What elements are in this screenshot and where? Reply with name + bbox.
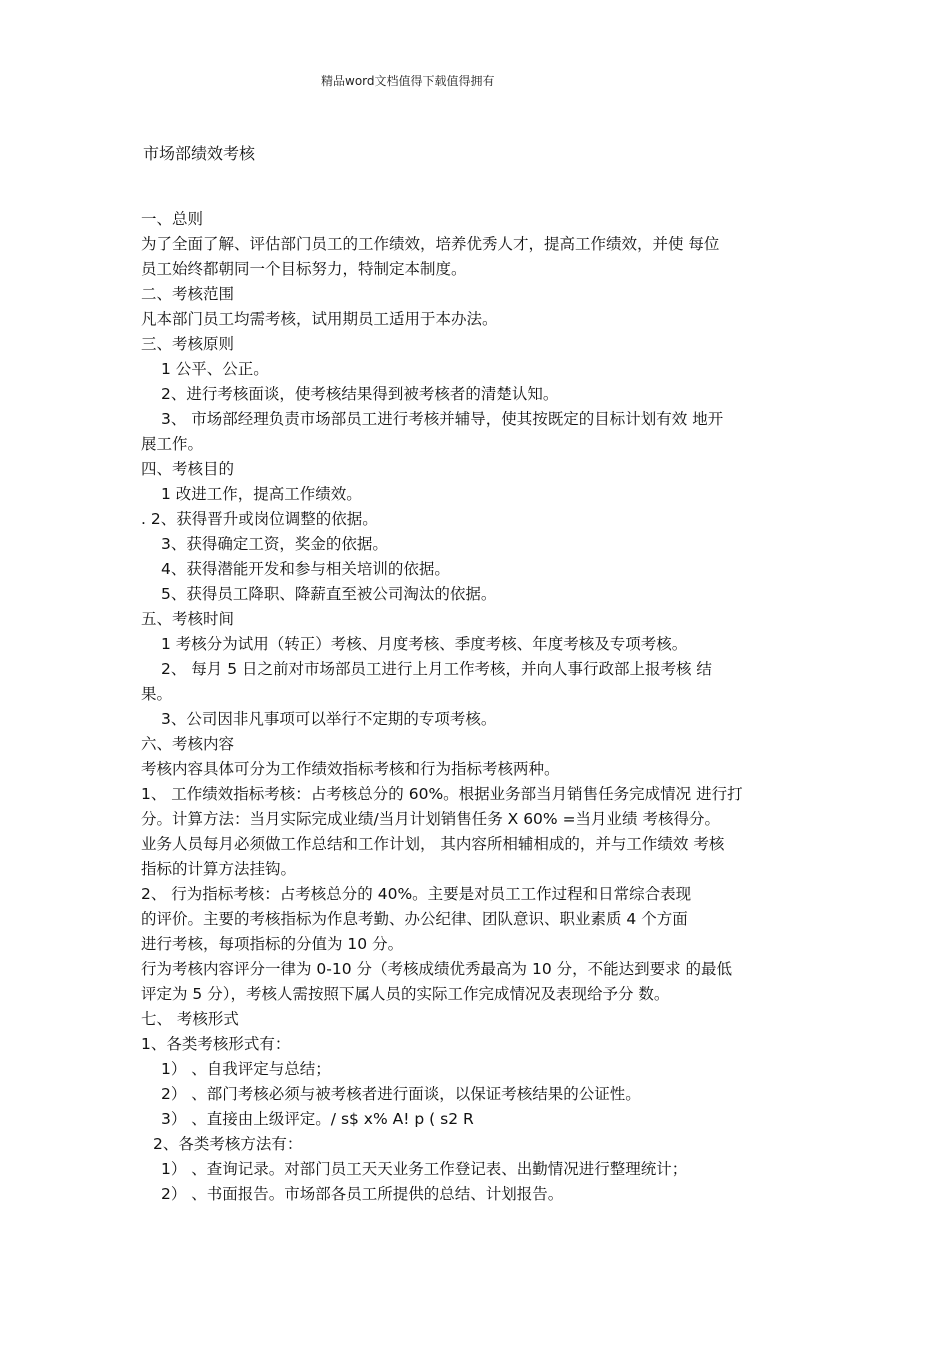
text-line: 2、各类考核方法有：: [153, 1135, 303, 1153]
document-body: [141, 207, 831, 1207]
text-line: 3、 市场部经理负责市场部员工进行考核并辅导，使其按既定的目标计划有效 地开: [161, 410, 724, 428]
text-line: 3、公司因非凡事项可以举行不定期的专项考核。: [161, 710, 497, 728]
text-line: 果。: [141, 685, 173, 703]
text-line: 的评价。主要的考核指标为作息考勤、办公纪律、团队意识、职业素质 4 个方面: [141, 910, 688, 928]
text-line: 考核内容具体可分为工作绩效指标考核和行为指标考核两种。: [141, 760, 560, 778]
text-line: 1） 、自我评定与总结；: [161, 1060, 331, 1078]
text-line: 2） 、书面报告。市场部各员工所提供的总结、计划报告。: [161, 1185, 564, 1203]
text-line: 2、 行为指标考核：占考核总分的 40%。主要是对员工工作过程和日常综合表现: [141, 885, 692, 903]
text-line: 1、各类考核形式有：: [141, 1035, 291, 1053]
text-line: 进行考核，每项指标的分值为 10 分。: [141, 935, 404, 953]
text-line: 四、考核目的: [141, 460, 235, 478]
text-line: 2、进行考核面谈，使考核结果得到被考核者的清楚认知。: [161, 385, 559, 403]
text-line: 二、考核范围: [141, 285, 235, 303]
text-line: 指标的计算方法挂钩。: [141, 860, 297, 878]
text-line: 1） 、查询记录。对部门员工天天业务工作登记表、出勤情况进行整理统计；: [161, 1160, 688, 1178]
text-line: 1、 工作绩效指标考核：占考核总分的 60%。根据业务部当月销售任务完成情况 进行打: [141, 785, 743, 803]
text-line: 为了全面了解、评估部门员工的工作绩效，培养优秀人才，提高工作绩效，并使 每位: [141, 235, 720, 253]
text-line: 展工作。: [141, 435, 204, 453]
text-line: 5、获得员工降职、降薪直至被公司淘汰的依据。: [161, 585, 497, 603]
text-line: 凡本部门员工均需考核，试用期员工适用于本办法。: [141, 310, 498, 328]
text-line: 4、获得潜能开发和参与相关培训的依据。: [161, 560, 450, 578]
text-line: 评定为 5 分），考核人需按照下属人员的实际工作完成情况及表现给予分 数。: [141, 985, 670, 1003]
text-line: 分。计算方法：当月实际完成业绩/当月计划销售任务 X 60% =当月业绩 考核得分。: [141, 810, 720, 828]
text-line: 六、考核内容: [141, 735, 235, 753]
text-line: 三、考核原则: [141, 335, 235, 353]
text-line: 3） 、直接由上级评定。/ s$ x% A! p ( s2 R: [161, 1110, 474, 1128]
text-line: 员工始终都朝同一个目标努力，特制定本制度。: [141, 260, 467, 278]
text-line: 七、 考核形式: [141, 1010, 239, 1028]
text-line: 2、 每月 5 日之前对市场部员工进行上月工作考核，并向人事行政部上报考核 结: [161, 660, 712, 678]
text-line: . 2、获得晋升或岗位调整的依据。: [141, 510, 378, 528]
page-header: 精品word文档值得下载值得拥有: [321, 74, 495, 88]
text-line: 1 考核分为试用（转正）考核、月度考核、季度考核、年度考核及专项考核。: [161, 635, 688, 653]
text-line: 五、考核时间: [141, 610, 235, 628]
text-line: 1 公平、公正。: [161, 360, 269, 378]
text-line: 一、总则: [141, 210, 204, 228]
document-title: 市场部绩效考核: [143, 144, 256, 163]
text-line: 行为考核内容评分一律为 0-10 分（考核成绩优秀最高为 10 分，不能达到要求 的最低: [141, 960, 733, 978]
text-line: 1 改进工作，提高工作绩效。: [161, 485, 362, 503]
text-line: 业务人员每月必须做工作总结和工作计划， 其内容所相辅相成的，并与工作绩效 考核: [141, 835, 725, 853]
text-line: 2） 、部门考核必须与被考核者进行面谈，以保证考核结果的公证性。: [161, 1085, 641, 1103]
text-line: 3、获得确定工资，奖金的依据。: [161, 535, 388, 553]
